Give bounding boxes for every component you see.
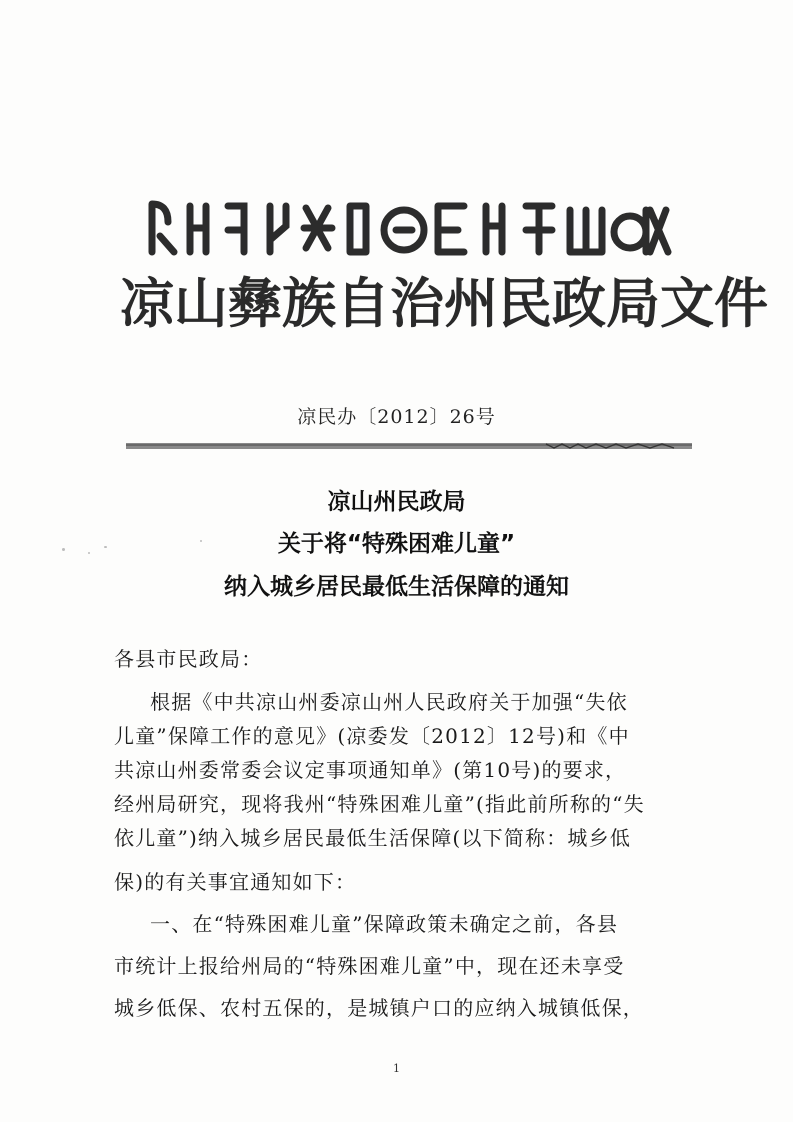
body-line: 根据《中共凉山州委凉山州人民政府关于加强“失依 [150,690,628,714]
scan-speck [62,548,65,551]
scan-speck [104,546,107,548]
body-line: 共凉山州委常委会议定事项通知单》(第10号)的要求， [114,758,627,782]
yi-script-title-icon [146,196,678,260]
body-line: 依儿童”)纳入城乡居民最低生活保障(以下简称：城乡低 [114,826,632,850]
header-divider-rule [126,436,692,445]
body-line: 保)的有关事宜通知如下： [114,870,357,894]
body-line: 一、在“特殊困难儿童”保障政策未确定之前，各县 [150,912,619,936]
body-line: 市统计上报给州局的“特殊困难儿童”中，现在还未享受 [114,954,625,978]
scan-speck [88,552,90,554]
body-line: 经州局研究，现将我州“特殊困难儿童”(指此前所称的“失 [114,792,645,816]
notice-title-line-3: 纳入城乡居民最低生活保障的通知 [224,574,569,600]
issuing-organization-title: 凉山彝族自治州民政局文件 [120,271,768,335]
page-number: 1 [393,1062,400,1075]
addressee: 各县市民政局： [114,647,263,671]
body-line: 儿童”保障工作的意见》(凉委发〔2012〕12号)和《中 [114,724,630,748]
body-line: 城乡低保、农村五保的，是城镇户口的应纳入城镇低保， [114,996,644,1020]
notice-title-line-2: 关于将“特殊困难儿童” [277,531,516,557]
scan-speck [200,540,202,542]
notice-title-line-1: 凉山州民政局 [327,489,466,515]
document-number: 凉民办〔2012〕26号 [297,406,496,428]
